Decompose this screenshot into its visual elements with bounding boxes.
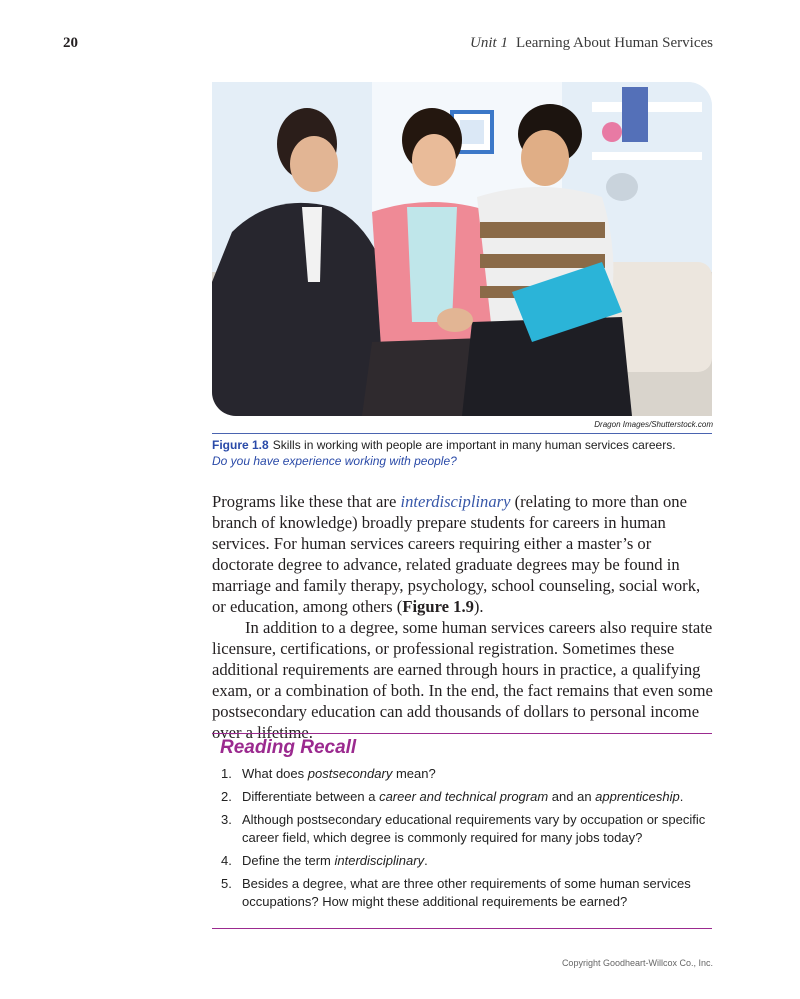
photo-credit: Dragon Images/Shutterstock.com (594, 420, 713, 429)
photo-illustration (212, 82, 712, 416)
recall-item (221, 765, 716, 783)
p1-text-a: Programs like these that are (212, 492, 401, 511)
recall-item-number: 1. (221, 766, 232, 781)
key-term-interdisciplinary[interactable]: interdisciplinary (400, 492, 511, 511)
recall-text: Although postsecondary educational requirements vary by occupation or specific career field, which degree is commonly required for many jobs today? (242, 812, 706, 845)
figure-label: Figure 1.8 (212, 438, 269, 452)
recall-emphasis: interdisciplinary (334, 853, 425, 868)
page-number: 20 (63, 35, 78, 51)
recall-text: mean? (392, 766, 436, 781)
p1-text-b: (relating to more than one branch of knowledge) broadly prepare students for careers in human services. For human services careers requiring either a master’s or doctorate degree to advance, related graduate degrees may be found in marriage and family therapy, psychology, school counseling, social work, or education, among others ( (212, 492, 701, 616)
recall-item (221, 852, 716, 870)
caption-rule (212, 433, 712, 434)
running-head (470, 35, 713, 52)
recall-top-rule (212, 733, 712, 734)
figure-photo (212, 82, 712, 416)
p1-text-c: ). (473, 597, 484, 616)
recall-text: . (679, 789, 684, 804)
figure-reference[interactable]: Figure 1.9 (402, 597, 474, 616)
body-text (212, 491, 714, 743)
recall-emphasis: career and technical program (379, 789, 549, 804)
recall-item (221, 811, 716, 847)
recall-emphasis: postsecondary (307, 766, 393, 781)
recall-item (221, 875, 716, 911)
recall-text: and an (548, 789, 596, 804)
reading-recall-title: Reading Recall (220, 737, 357, 758)
recall-item-number: 4. (221, 853, 232, 868)
recall-text: Define the term (242, 853, 335, 868)
recall-item-number: 5. (221, 876, 232, 891)
recall-item-number: 3. (221, 812, 232, 827)
recall-text: Differentiate between a (242, 789, 380, 804)
caption-question: Do you have experience working with people? (212, 454, 457, 468)
copyright-notice: Copyright Goodheart-Willcox Co., Inc. (561, 958, 713, 968)
recall-item (221, 788, 716, 806)
recall-text: Besides a degree, what are three other requirements of some human services occupations? How might these additional requirements be earned? (242, 876, 691, 909)
paragraph-2: In addition to a degree, some human services careers also require state licensure, certifications, or professional registration. Sometimes these additional requirements are earned through hours in practice, a qualifying exam, or a combination of both. In the end, the fact remains that even some postsecondary education can add thousands of dollars to personal income over a lifetime. (212, 618, 713, 742)
caption-text: Skills in working with people are important in many human services careers. (272, 438, 676, 452)
paragraph-1 (212, 491, 714, 617)
unit-title: Learning About Human Services (515, 35, 713, 51)
recall-text: . (424, 853, 428, 868)
recall-emphasis: apprenticeship (595, 789, 680, 804)
reading-recall-list (221, 765, 716, 916)
unit-label: Unit 1 (470, 35, 508, 51)
recall-bottom-rule (212, 928, 712, 929)
recall-text: What does (242, 766, 308, 781)
figure-caption (212, 437, 712, 469)
recall-item-number: 2. (221, 789, 232, 804)
